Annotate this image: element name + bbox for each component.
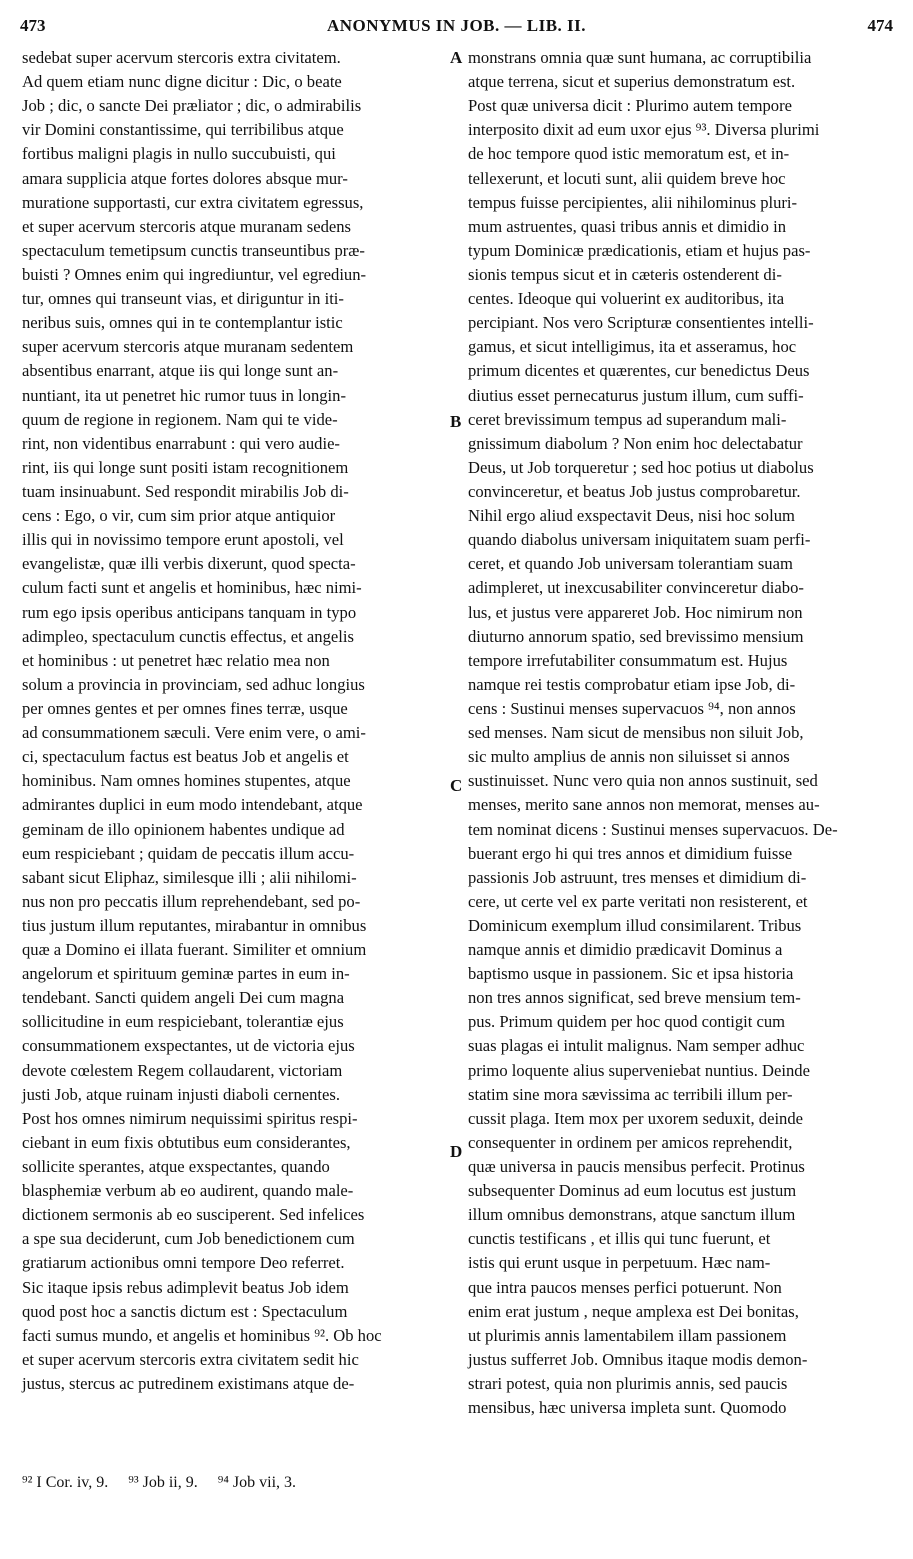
text-line: monstrans omnia quæ sunt humana, ac corruptibilia xyxy=(468,48,812,67)
text-line: et super acervum stercoris atque muranam sedens xyxy=(22,216,351,236)
text-line: quod post hoc a sanctis dictum est : Spectaculum xyxy=(22,1301,348,1321)
text-line: devote cœlestem Regem collaudarent, victoriam xyxy=(22,1060,343,1080)
text-line: geminam de illo opinionem habentes undique ad xyxy=(22,819,345,839)
text-line: muratione supportasti, cur extra civitatem egressus, xyxy=(22,192,364,212)
text-line: subsequenter Dominus ad eum locutus est justum xyxy=(468,1181,797,1201)
text-line: hominibus. Nam omnes homines stupentes, atque xyxy=(22,771,351,791)
text-line: angelorum et spirituum geminæ partes in eum in- xyxy=(22,964,350,984)
text-line: menses, merito sane annos non memorat, menses au- xyxy=(468,795,820,815)
text-line: cussit plaga. Item mox per uxorem seduxit, deinde xyxy=(468,1108,804,1128)
text-line: gratiarum actionibus omni tempore Deo referret. xyxy=(22,1253,345,1273)
right-column xyxy=(468,46,893,1420)
text-line: illum omnibus demonstrans, atque sanctum illum xyxy=(468,1205,796,1225)
text-line: tellexerunt, et locuti sunt, alii quidem breve hoc xyxy=(468,168,786,188)
text-line: centes. Ideoque qui voluerint ex auditoribus, ita xyxy=(468,289,785,309)
text-line: quæ a Domino ei illata fuerant. Similiter et omnium xyxy=(22,940,367,960)
text-line: nus non pro peccatis illum reprehendebant, sed po- xyxy=(22,891,361,911)
text-line: mensibus, hæc universa impleta sunt. Quomodo xyxy=(468,1398,787,1418)
text-line: rint, iis qui longe sunt positi istam recognitionem xyxy=(22,457,349,477)
running-header xyxy=(20,16,893,42)
margin-marker-c: C xyxy=(450,776,463,795)
text-line: justus sufferret Job. Omnibus itaque modis demon- xyxy=(468,1349,808,1369)
text-line: sedebat super acervum stercoris extra civitatem. xyxy=(22,48,341,67)
text-line: quæ universa in paucis mensibus perfecit. Protinus xyxy=(468,1157,805,1177)
text-line: Post quæ universa dicit : Plurimo autem tempore xyxy=(468,96,792,116)
text-line: sustinuisset. Nunc vero quia non annos sustinuit, sed xyxy=(468,771,818,791)
text-line: Ad quem etiam nunc digne dicitur : Dic, o beate xyxy=(22,72,342,92)
text-line: tius justum illum reputantes, mirabantur in omnibus xyxy=(22,915,367,935)
text-line: ut plurimis annis lamentabilem illam passionem xyxy=(468,1325,787,1345)
text-line: tendebant. Sancti quidem angeli Dei cum magna xyxy=(22,988,345,1008)
left-column xyxy=(22,46,447,1396)
footnote-94: ⁹⁴ Job vii, 3. xyxy=(217,1474,297,1491)
text-line: cens : Ego, o vir, cum sim prior atque antiquior xyxy=(22,506,336,526)
text-line: rum ego ipsis operibus anticipans tanquam in typo xyxy=(22,602,357,622)
text-line: culum facti sunt et angelis et hominibus, hæc nimi- xyxy=(22,578,362,598)
text-line: fortibus maligni plagis in nullo succubuisti, qui xyxy=(22,144,336,164)
text-line: illis qui in novissimo tempore erunt apostoli, vel xyxy=(22,530,344,550)
footnote-93: ⁹³ Job ii, 9. xyxy=(128,1474,198,1491)
text-line: sic multo amplius de annis non siluisset si annos xyxy=(468,747,790,767)
text-line: ceret brevissimum tempus ad superandum mali- xyxy=(468,409,787,429)
text-line: dictionem sermonis ab eo susciperent. Sed infelices xyxy=(22,1205,365,1225)
text-line: cunctis testificans , et illis qui tunc fuerunt, et xyxy=(468,1229,771,1249)
text-line: super acervum stercoris atque muranam sedentem xyxy=(22,337,354,357)
text-line: justus, stercus ac putredinem existimans atque de- xyxy=(22,1374,355,1394)
text-line: namque annis et dimidio prædicavit Dominus a xyxy=(468,940,783,960)
text-line: convinceretur, et beatus Job justus comprobaretur. xyxy=(468,481,801,501)
text-line: quando diabolus universam iniquitatem suam perfi- xyxy=(468,530,811,550)
margin-marker-a: A xyxy=(450,48,463,67)
text-line: absentibus enarrant, atque iis qui longe sunt an- xyxy=(22,361,339,381)
text-line: quum de regione in regionem. Nam qui te vide- xyxy=(22,409,338,429)
text-line: justi Job, atque ruinam injusti diaboli cernentes. xyxy=(22,1084,340,1104)
text-line: consequenter in ordinem per amicos reprehendit, xyxy=(468,1132,793,1152)
text-line: typum Dominicæ prædicationis, etiam et hujus pas- xyxy=(468,240,811,260)
text-line: Sic itaque ipsis rebus adimplevit beatus Job idem xyxy=(22,1277,349,1297)
text-line: diutius esset pernecaturus justum illum, cum suffi- xyxy=(468,385,804,405)
footnotes xyxy=(22,1474,312,1492)
text-line: tem nominat dicens : Sustinui menses supervacuos. De- xyxy=(468,819,838,839)
text-line: passionis Job astruunt, tres menses et dimidium di- xyxy=(468,867,807,887)
text-line: a spe sua deciderunt, cum Job benedictionem cum xyxy=(22,1229,355,1249)
text-line: primum dicentes et quærentes, cur benedictus Deus xyxy=(468,361,810,381)
text-line: atque terrena, sicut et superius demonstratum est. xyxy=(468,72,796,92)
text-line: consummationem exspectantes, ut de victoria ejus xyxy=(22,1036,355,1056)
text-line: istis qui erunt usque in perpetuum. Hæc nam- xyxy=(468,1253,771,1273)
text-line: ci, spectaculum factus est beatus Job et angelis et xyxy=(22,747,349,767)
text-line: admirantes duplici in eum modo intendebant, atque xyxy=(22,795,363,815)
running-title: ANONYMUS IN JOB. — LIB. II. xyxy=(326,16,587,35)
text-line: Nihil ergo aliud exspectavit Deus, nisi hoc solum xyxy=(468,506,795,526)
text-line: Dominicum exemplum illud consimilarent. Tribus xyxy=(468,915,802,935)
page-number-left: 473 xyxy=(20,16,46,35)
text-line: solum a provincia in provinciam, sed adhuc longius xyxy=(22,674,365,694)
text-line: amara supplicia atque fortes dolores absque mur- xyxy=(22,168,348,188)
text-line: et super acervum stercoris extra civitatem sedit hic xyxy=(22,1349,359,1369)
text-line: ciebant in eum fixis obtutibus eum considerantes, xyxy=(22,1132,351,1152)
text-line: spectaculum temetipsum cunctis transeuntibus præ- xyxy=(22,240,365,260)
text-line: facti sumus mundo, et angelis et hominibus ⁹². Ob hoc xyxy=(22,1325,382,1345)
text-line: tempore irrefutabiliter consummatum est. Hujus xyxy=(468,650,788,670)
text-line: Post hos omnes nimirum nequissimi spiritus respi- xyxy=(22,1108,358,1128)
text-line: percipiant. Nos vero Scripturæ consentientes intelli- xyxy=(468,313,814,333)
text-line: cens : Sustinui menses supervacuos ⁹⁴, non annos xyxy=(468,698,796,718)
text-line: vir Domini constantissime, qui terribilibus atque xyxy=(22,120,344,140)
text-line: tuam insinuabunt. Sed respondit mirabilis Job di- xyxy=(22,481,349,501)
text-line: sollicite sperantes, atque exspectantes, quando xyxy=(22,1157,330,1177)
text-line: ceret, et quando Job universam tolerantiam suam xyxy=(468,554,793,574)
text-line: adimpleret, ut inexcusabiliter convinceretur diabo- xyxy=(468,578,804,598)
text-line: statim sine mora sævissima ac terribili illum per- xyxy=(468,1084,793,1104)
text-line: diuturno annorum spatio, sed brevissimo mensium xyxy=(468,626,804,646)
text-line: que intra paucos menses perfici potuerunt. Non xyxy=(468,1277,782,1297)
text-line: primo loquente alius superveniebat nuntius. Deinde xyxy=(468,1060,810,1080)
text-line: sed menses. Nam sicut de mensibus non siluit Job, xyxy=(468,723,804,743)
footnote-92: ⁹² I Cor. iv, 9. xyxy=(22,1474,109,1491)
text-line: suas plagas ei intulit malignus. Nam semper adhuc xyxy=(468,1036,805,1056)
text-line: namque rei testis comprobatur etiam ipse Job, di- xyxy=(468,674,796,694)
text-line: tur, omnes qui transeunt vias, et diriguntur in iti- xyxy=(22,289,344,309)
text-line: et hominibus : ut penetret hæc relatio mea non xyxy=(22,650,330,670)
text-line: eum respiciebant ; quidam de peccatis illum accu- xyxy=(22,843,355,863)
text-line: baptismo usque in passionem. Sic et ipsa historia xyxy=(468,964,794,984)
text-line: per omnes gentes et per omnes fines terræ, usque xyxy=(22,698,348,718)
text-line: buisti ? Omnes enim qui ingrediuntur, vel egrediun- xyxy=(22,264,367,284)
margin-marker-d: D xyxy=(450,1142,463,1161)
page-number-right: 474 xyxy=(867,16,893,35)
text-line: cere, ut certe vel ex parte veritati non resisterent, et xyxy=(468,891,808,911)
text-line: gnissimum diabolum ? Non enim hoc delectabatur xyxy=(468,433,803,453)
text-line: gamus, et sicut intelligimus, ita et asseramus, hoc xyxy=(468,337,797,357)
text-line: enim erat justum , neque amplexa est Dei bonitas, xyxy=(468,1301,799,1321)
text-line: ad consummationem sæculi. Vere enim vere, o ami- xyxy=(22,723,366,743)
text-line: Deus, ut Job torqueretur ; sed hoc potius ut diabolus xyxy=(468,457,814,477)
text-line: lus, et justus vere appareret Job. Hoc nimirum non xyxy=(468,602,803,622)
text-line: rint, non videntibus enarrabunt : qui vero audie- xyxy=(22,433,340,453)
text-line: buerant ergo hi qui tres annos et dimidium fuisse xyxy=(468,843,793,863)
text-line: neribus suis, omnes qui in te contemplantur istic xyxy=(22,313,343,333)
text-line: adimpleo, spectaculum cunctis effectus, et angelis xyxy=(22,626,354,646)
text-line: tempus fuisse percipientes, alii nihilominus pluri- xyxy=(468,192,798,212)
text-line: strari potest, quia non plurimis annis, sed paucis xyxy=(468,1374,788,1394)
text-line: mum astruentes, quasi tribus annis et dimidio in xyxy=(468,216,787,236)
text-line: evangelistæ, quæ illi verbis dixerunt, quod specta- xyxy=(22,554,356,574)
text-line: nuntiant, ita ut penetret hic rumor tuus in longin- xyxy=(22,385,346,405)
text-line: blasphemiæ verbum ab eo audirent, quando male- xyxy=(22,1181,354,1201)
text-line: Job ; dic, o sancte Dei præliator ; dic, o admirabilis xyxy=(22,96,362,116)
text-line: sionis tempus sicut et in cæteris ostenderent di- xyxy=(468,264,782,284)
text-line: sabant sicut Eliphaz, similesque illi ; alii nihilomi- xyxy=(22,867,357,887)
text-line: interposito dixit ad eum uxor ejus ⁹³. Diversa plurimi xyxy=(468,120,820,140)
text-line: sollicitudine in eum respiciebant, tolerantiæ ejus xyxy=(22,1012,344,1032)
margin-marker-b: B xyxy=(450,412,462,431)
text-line: pus. Primum quidem per hoc quod contigit cum xyxy=(468,1012,786,1032)
text-line: non tres annos significat, sed breve mensium tem- xyxy=(468,988,801,1008)
text-line: de hoc tempore quod istic memoratum est, et in- xyxy=(468,144,790,164)
